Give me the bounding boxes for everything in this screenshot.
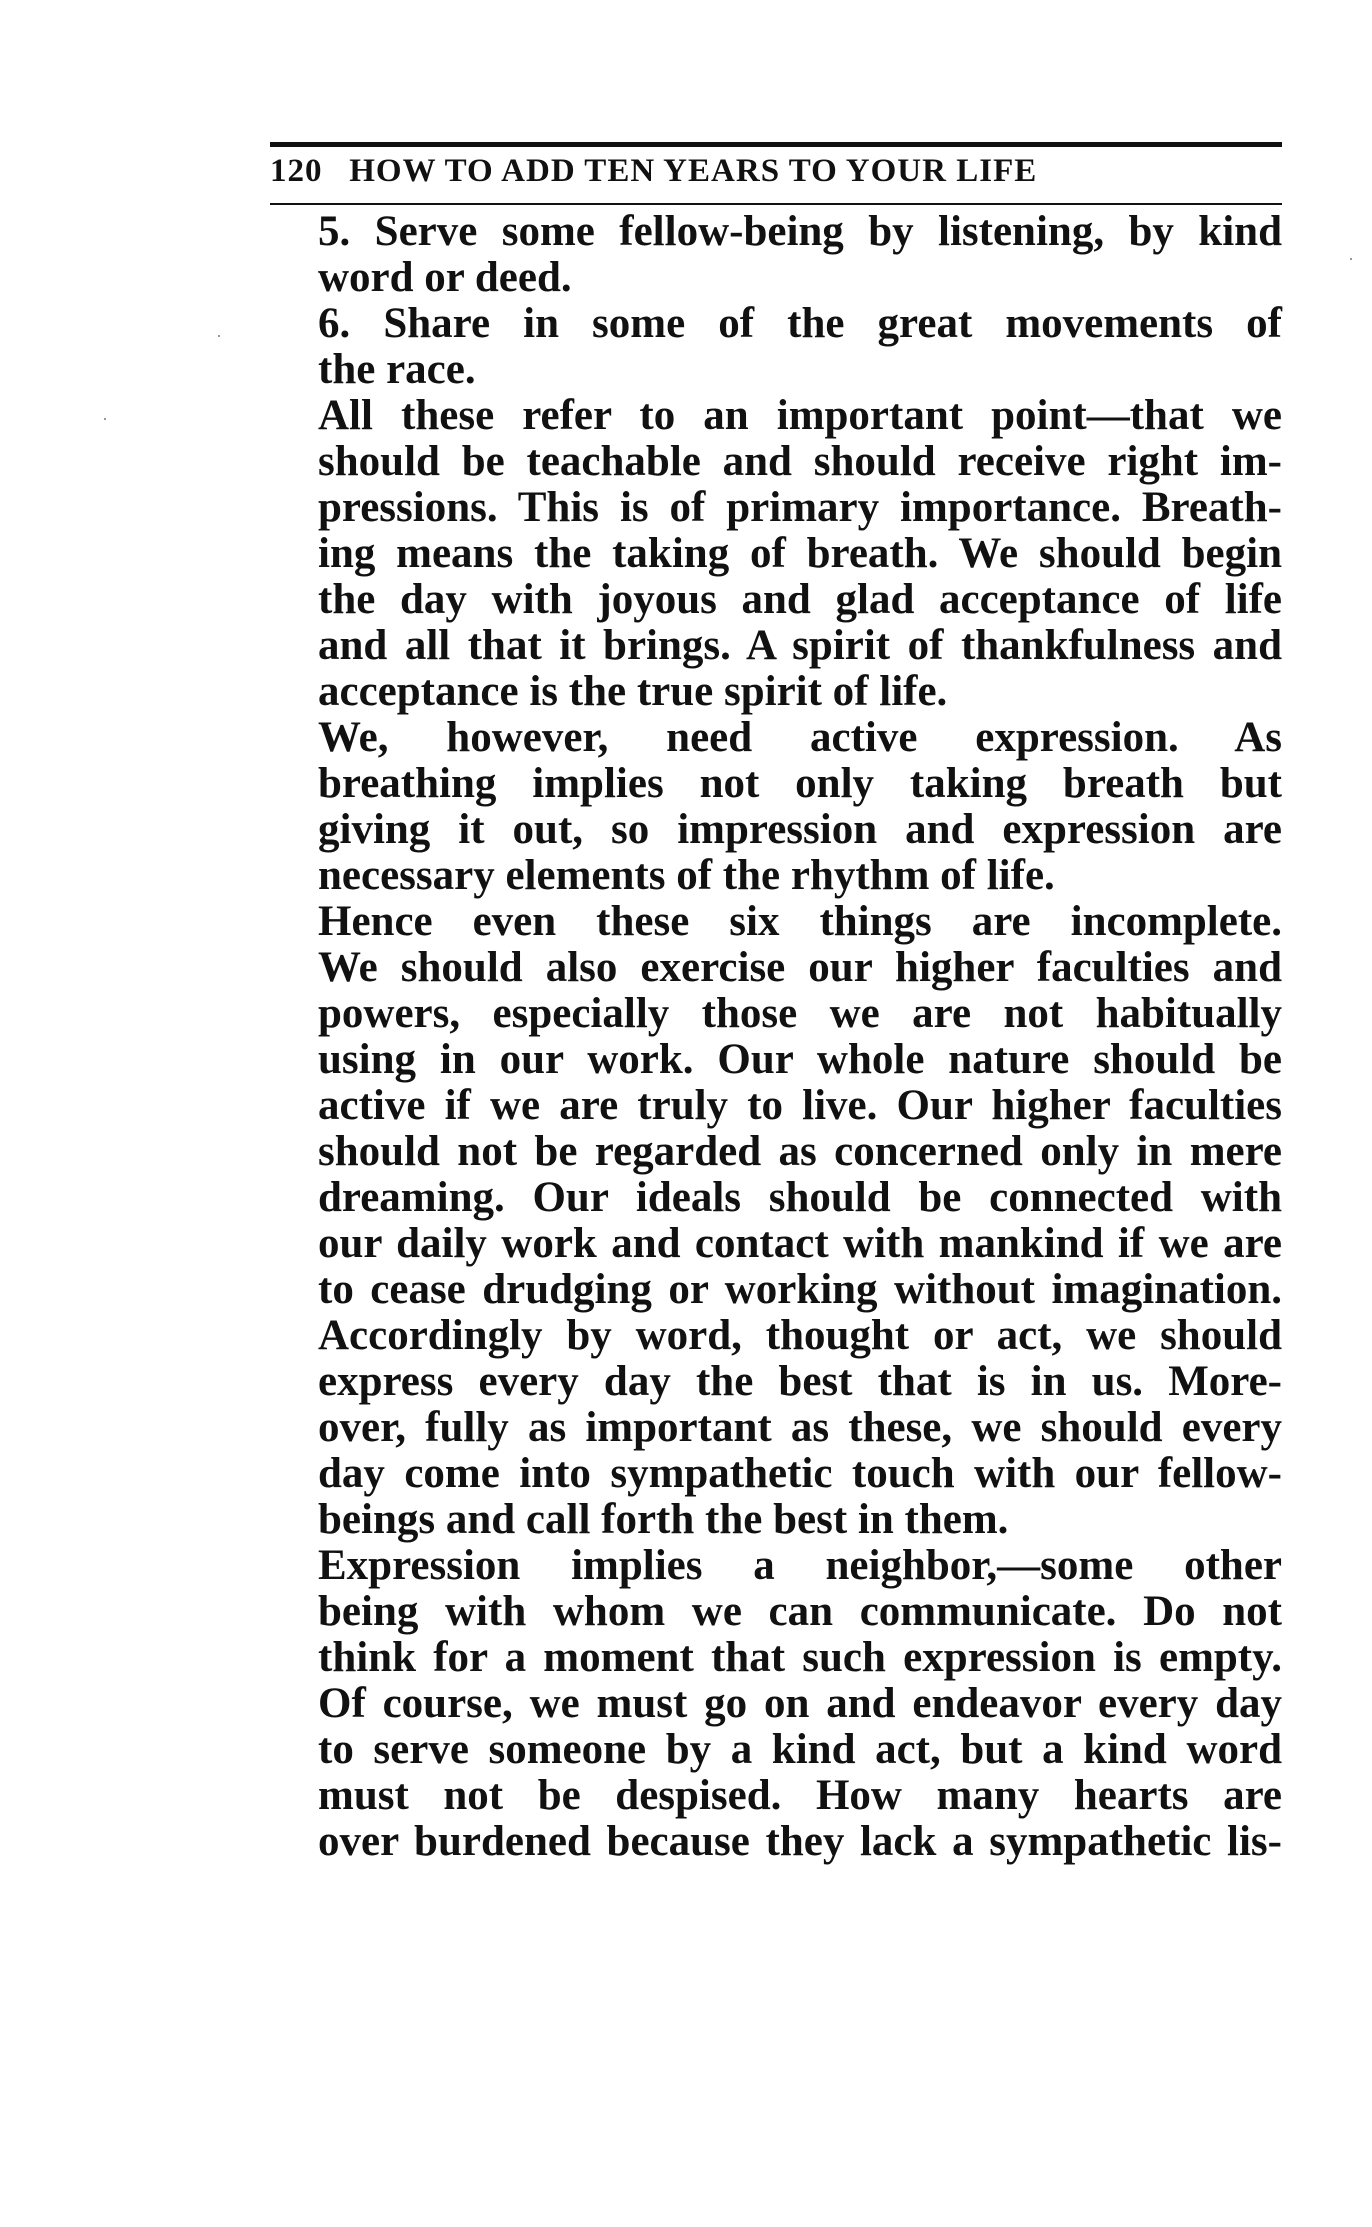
scan-speck: [104, 418, 106, 420]
text-line: our daily work and contact with mankind if we are: [318, 1220, 1282, 1267]
text-line: Expression implies a neighbor,—some other: [318, 1542, 1282, 1589]
text-line: We should also exercise our higher faculties and: [318, 944, 1282, 991]
text-line: and all that it brings. A spirit of thankfulness and: [318, 622, 1282, 669]
text-line: over burdened because they lack a sympathetic lis-: [318, 1818, 1282, 1865]
text-line: Of course, we must go on and endeavor every day: [318, 1680, 1282, 1727]
text-line: word or deed.: [318, 254, 572, 301]
paragraph-item-6: [270, 301, 1282, 393]
text-line: Accordingly by word, thought or act, we should: [318, 1312, 1282, 1359]
text-line: think for a moment that such expression is empty.: [318, 1634, 1282, 1681]
paragraph-expression: [270, 715, 1282, 899]
paragraph-impressions: [270, 393, 1282, 715]
paragraph-item-5: [270, 209, 1282, 301]
text-line: powers, especially those we are not habitually: [318, 990, 1282, 1037]
text-line: All these refer to an important point—that we: [318, 392, 1282, 439]
text-line: should be teachable and should receive right im-: [318, 438, 1282, 485]
text-line: express every day the best that is in us. More-: [318, 1358, 1282, 1405]
text-line: over, fully as important as these, we should every: [318, 1404, 1282, 1451]
text-line: to cease drudging or working without imagination.: [318, 1266, 1282, 1313]
running-header: [270, 142, 1282, 205]
text-line: being with whom we can communicate. Do not: [318, 1588, 1282, 1635]
text-line: beings and call forth the best in them.: [318, 1496, 1009, 1543]
text-line: We, however, need active expression. As: [318, 714, 1282, 761]
text-line: using in our work. Our whole nature should be: [318, 1036, 1282, 1083]
text-line: giving it out, so impression and expression are: [318, 806, 1282, 853]
text-line: dreaming. Our ideals should be connected with: [318, 1174, 1282, 1221]
page-number: 120: [270, 153, 323, 189]
text-line: breathing implies not only taking breath but: [318, 760, 1282, 807]
text-line: day come into sympathetic touch with our fellow-: [318, 1450, 1282, 1497]
scan-speck: [1350, 258, 1352, 260]
text-line: the race.: [318, 346, 476, 393]
running-title: HOW TO ADD TEN YEARS TO YOUR LIFE: [349, 153, 1038, 189]
scan-speck: [218, 335, 220, 337]
text-line: 5. Serve some fellow-being by listening, by kind: [318, 208, 1282, 255]
text-line: necessary elements of the rhythm of life.: [318, 852, 1055, 899]
text-line: must not be despised. How many hearts are: [318, 1772, 1282, 1819]
text-line: Hence even these six things are incomplete.: [318, 898, 1282, 945]
book-page: [270, 142, 1282, 1865]
text-line: ing means the taking of breath. We should begin: [318, 530, 1282, 577]
text-line: should not be regarded as concerned only in mere: [318, 1128, 1282, 1175]
text-line: the day with joyous and glad acceptance of life: [318, 576, 1282, 623]
text-line: acceptance is the true spirit of life.: [318, 668, 948, 715]
text-line: active if we are truly to live. Our higher faculties: [318, 1082, 1282, 1129]
text-line: to serve someone by a kind act, but a kind word: [318, 1726, 1282, 1773]
paragraph-higher-faculties: [270, 899, 1282, 1543]
text-line: 6. Share in some of the great movements of: [318, 300, 1282, 347]
page-text: [270, 205, 1282, 1865]
text-line: pressions. This is of primary importance. Breath-: [318, 484, 1282, 531]
paragraph-neighbor: [270, 1543, 1282, 1865]
